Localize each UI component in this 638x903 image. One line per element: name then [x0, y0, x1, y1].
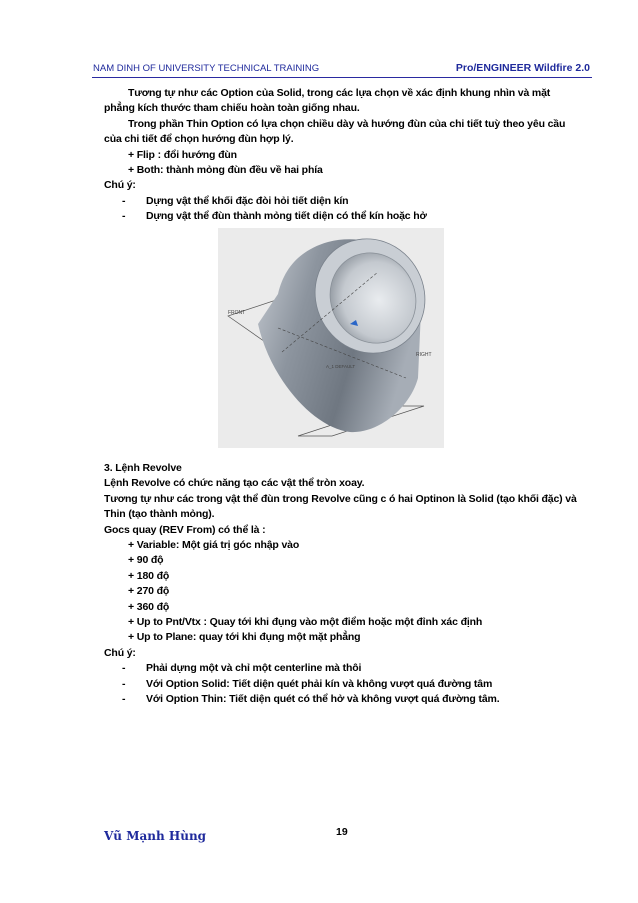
- thin-extrude-cylinder-figure: [218, 228, 444, 448]
- note-text: Phải dựng một và chỉ một centerline mà thôi: [146, 662, 362, 675]
- cylinder-illustration: [218, 228, 444, 448]
- angle-option: + 360 độ: [128, 600, 170, 613]
- front-datum-label: FRONT: [228, 310, 246, 316]
- footer-author: Vũ Mạnh Hùng: [104, 829, 207, 843]
- option-both: + Both: thành mỏng đùn đều về hai phía: [128, 164, 323, 177]
- paragraph-line: Tương tự như các Option của Solid, trong các lựa chọn về xác định khung nhìn và mặt: [128, 87, 551, 99]
- page-number: 19: [336, 826, 348, 838]
- note-text: Với Option Solid: Tiết diện quét phải kín và không vượt quá đường tâm: [146, 677, 493, 690]
- section-extrude-options: [104, 86, 594, 225]
- angle-option: + 180 độ: [128, 569, 170, 582]
- option-flip: + Flip : đổi hướng đùn: [128, 148, 237, 161]
- angle-option: + 90 độ: [128, 554, 164, 567]
- paragraph-line: Lệnh Revolve có chức năng tạo các vật thể tròn xoay.: [104, 477, 365, 490]
- dash-bullet: -: [122, 693, 126, 706]
- paragraph-line: Tương tự như các trong vật thể đùn trong Revolve cũng c ó hai Optinon là Solid (tạo khối đặc) và: [104, 492, 577, 505]
- paragraph-line: Trong phần Thin Option có lựa chọn chiều dày và hướng đùn của chi tiết tuỳ theo yêu cầu: [128, 117, 566, 130]
- note-text: Với Option Thin: Tiết diện quét có thể hở và không vượt quá đường tâm.: [146, 693, 500, 706]
- paragraph-line: phẳng kích thước tham chiếu hoàn toàn giống nhau.: [104, 102, 360, 115]
- angle-option: + 270 độ: [128, 585, 170, 598]
- paragraph-line: Thin (tạo thành mỏng).: [104, 508, 215, 521]
- angle-option: + Variable: Một giá trị góc nhập vào: [128, 539, 300, 552]
- note-item: [104, 692, 594, 707]
- dash-bullet: -: [122, 194, 126, 207]
- note-text: Dựng vật thể đùn thành mỏng tiết diện có thể kín hoặc hở: [146, 210, 427, 223]
- page-header: [92, 61, 592, 78]
- paragraph-line: của chi tiết để chọn hướng đùn hợp lý.: [104, 133, 294, 146]
- note-item: [104, 677, 594, 692]
- note-heading: Chú ý:: [104, 646, 136, 659]
- right-datum-label: RIGHT: [416, 352, 432, 358]
- section-revolve: [104, 461, 594, 708]
- section-heading: 3. Lệnh Revolve: [104, 462, 182, 474]
- dash-bullet: -: [122, 210, 126, 223]
- paragraph-line: Gocs quay (REV From) có thể là :: [104, 523, 266, 536]
- note-item: [104, 209, 594, 224]
- default-csys-label: A_1 DEFAULT: [326, 364, 356, 369]
- note-item: [104, 661, 594, 676]
- header-software-title: Pro/ENGINEER Wildfire 2.0: [455, 62, 590, 74]
- header-institution: NAM DINH OF UNIVERSITY TECHNICAL TRAINING: [93, 63, 320, 74]
- note-heading: Chú ý:: [104, 179, 136, 192]
- angle-option: + Up to Pnt/Vtx : Quay tới khi đụng vào một điểm hoặc một đỉnh xác định: [128, 616, 483, 629]
- angle-option: + Up to Plane: quay tới khi đụng một mặt phẳng: [128, 631, 361, 644]
- dash-bullet: -: [122, 677, 126, 690]
- note-item: [104, 194, 594, 209]
- note-text: Dựng vật thể khối đặc đòi hỏi tiết diện kín: [146, 194, 349, 207]
- dash-bullet: -: [122, 662, 126, 675]
